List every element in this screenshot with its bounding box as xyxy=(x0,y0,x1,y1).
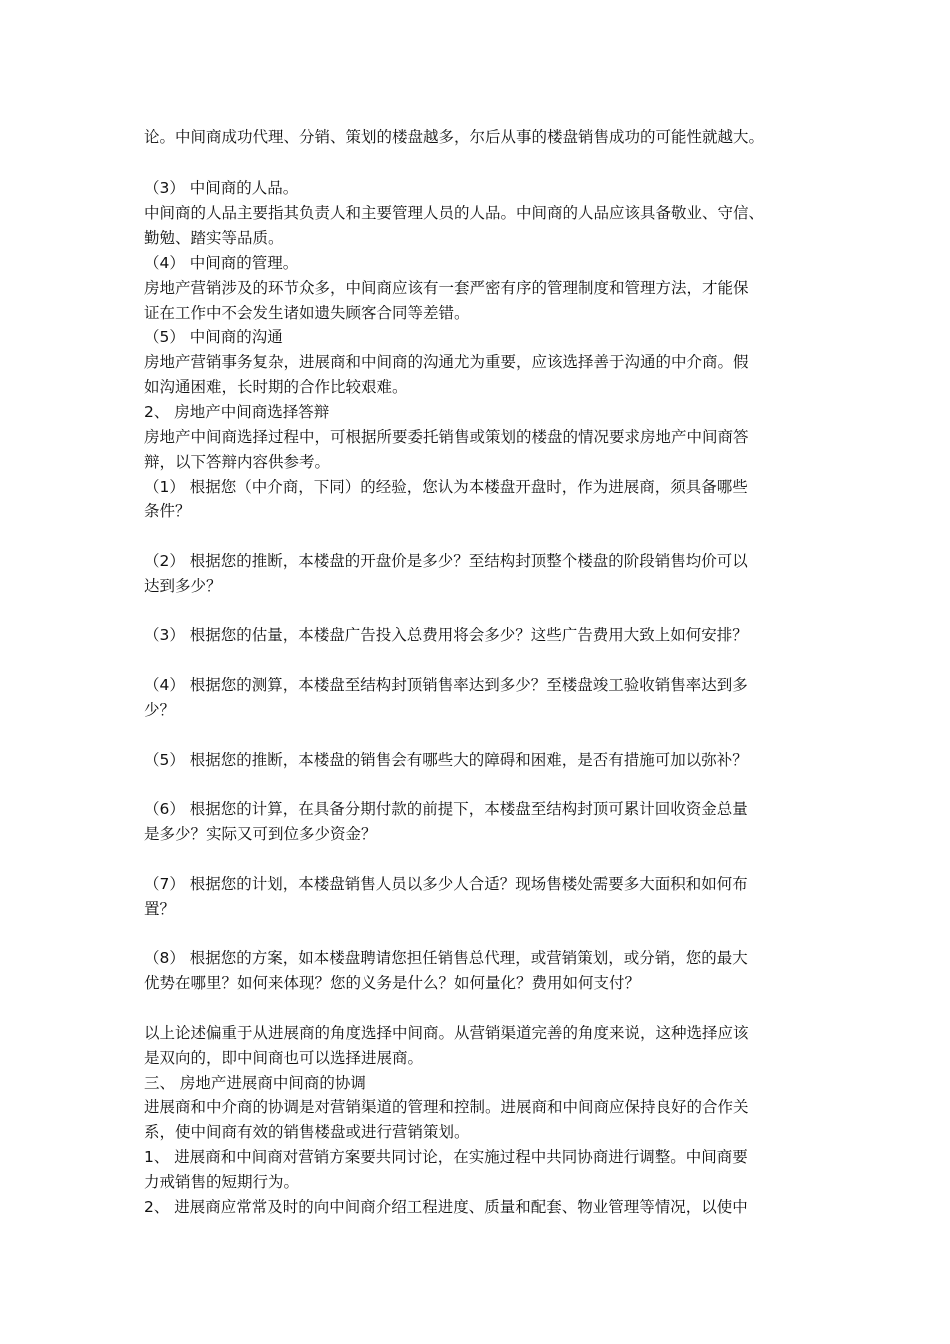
text-line: 如沟通困难，长时期的合作比较艰难。 xyxy=(144,378,408,396)
text-line: 房地产营销涉及的环节众多，中间商应该有一套严密有序的管理制度和管理方法，才能保 xyxy=(144,279,749,297)
text-line: 进展商和中介商的协调是对营销渠道的管理和控制。进展商和中间商应保持良好的合作关 xyxy=(144,1098,749,1116)
text-line: 是双向的，即中间商也可以选择进展商。 xyxy=(144,1049,424,1067)
text-line: 置？ xyxy=(144,900,176,918)
text-line: 1、 进展商和中间商对营销方案要共同讨论，在实施过程中共同协商进行调整。中间商要 xyxy=(144,1148,748,1166)
text-line: （3） 中间商的人品。 xyxy=(144,179,299,197)
text-line: 力戒销售的短期行为。 xyxy=(144,1173,300,1191)
text-line: 辩，以下答辩内容供参考。 xyxy=(144,453,331,471)
text-line: （6） 根据您的计算，在具备分期付款的前提下，本楼盘至结构封顶可累计回收资金总量 xyxy=(144,800,748,818)
text-line: （4） 根据您的测算，本楼盘至结构封顶销售率达到多少？至楼盘竣工验收销售率达到多 xyxy=(144,676,748,694)
text-line: （8） 根据您的方案，如本楼盘聘请您担任销售总代理，或营销策划，或分销，您的最大 xyxy=(144,949,748,967)
text-line: 论。中间商成功代理、分销、策划的楼盘越多，尔后从事的楼盘销售成功的可能性就越大。 xyxy=(144,128,765,146)
text-line: （5） 中间商的沟通 xyxy=(144,328,283,346)
text-line: 条件？ xyxy=(144,502,191,520)
text-line: 系，使中间商有效的销售楼盘或进行营销策划。 xyxy=(144,1123,470,1141)
text-line: 优势在哪里？如何来体现？您的义务是什么？如何量化？费用如何支付？ xyxy=(144,974,641,992)
text-line: 房地产中间商选择过程中，可根据所要委托销售或策划的楼盘的情况要求房地产中间商答 xyxy=(144,428,749,446)
text-line: （2） 根据您的推断，本楼盘的开盘价是多少？至结构封顶整个楼盘的阶段销售均价可以 xyxy=(144,552,748,570)
text-line: （1） 根据您（中介商，下同）的经验，您认为本楼盘开盘时，作为进展商，须具备哪些 xyxy=(144,478,748,496)
text-line: 勤勉、踏实等品质。 xyxy=(144,229,284,247)
text-line: 房地产营销事务复杂，进展商和中间商的沟通尤为重要，应该选择善于沟通的中介商。假 xyxy=(144,353,749,371)
text-line: 达到多少？ xyxy=(144,577,222,595)
text-line: 2、 进展商应常常及时的向中间商介绍工程进度、质量和配套、物业管理等情况，以使中 xyxy=(144,1198,748,1216)
text-line: 证在工作中不会发生诸如遗失顾客合同等差错。 xyxy=(144,304,470,322)
text-line: 2、 房地产中间商选择答辩 xyxy=(144,403,330,421)
text-line: （7） 根据您的计划，本楼盘销售人员以多少人合适？现场售楼处需要多大面积和如何布 xyxy=(144,875,748,893)
text-line: 是多少？实际又可到位多少资金？ xyxy=(144,825,377,843)
text-line: （4） 中间商的管理。 xyxy=(144,254,299,272)
text-line: 三、 房地产进展商中间商的协调 xyxy=(144,1074,366,1092)
text-line: （5） 根据您的推断，本楼盘的销售会有哪些大的障碍和困难，是否有措施可加以弥补？ xyxy=(144,751,748,769)
text-line: （3） 根据您的估量，本楼盘广告投入总费用将会多少？这些广告费用大致上如何安排？ xyxy=(144,626,748,644)
text-line: 以上论述偏重于从进展商的角度选择中间商。从营销渠道完善的角度来说，这种选择应该 xyxy=(144,1024,749,1042)
text-line: 中间商的人品主要指其负责人和主要管理人员的人品。中间商的人品应该具备敬业、守信、 xyxy=(144,204,765,222)
text-line: 少？ xyxy=(144,701,176,719)
